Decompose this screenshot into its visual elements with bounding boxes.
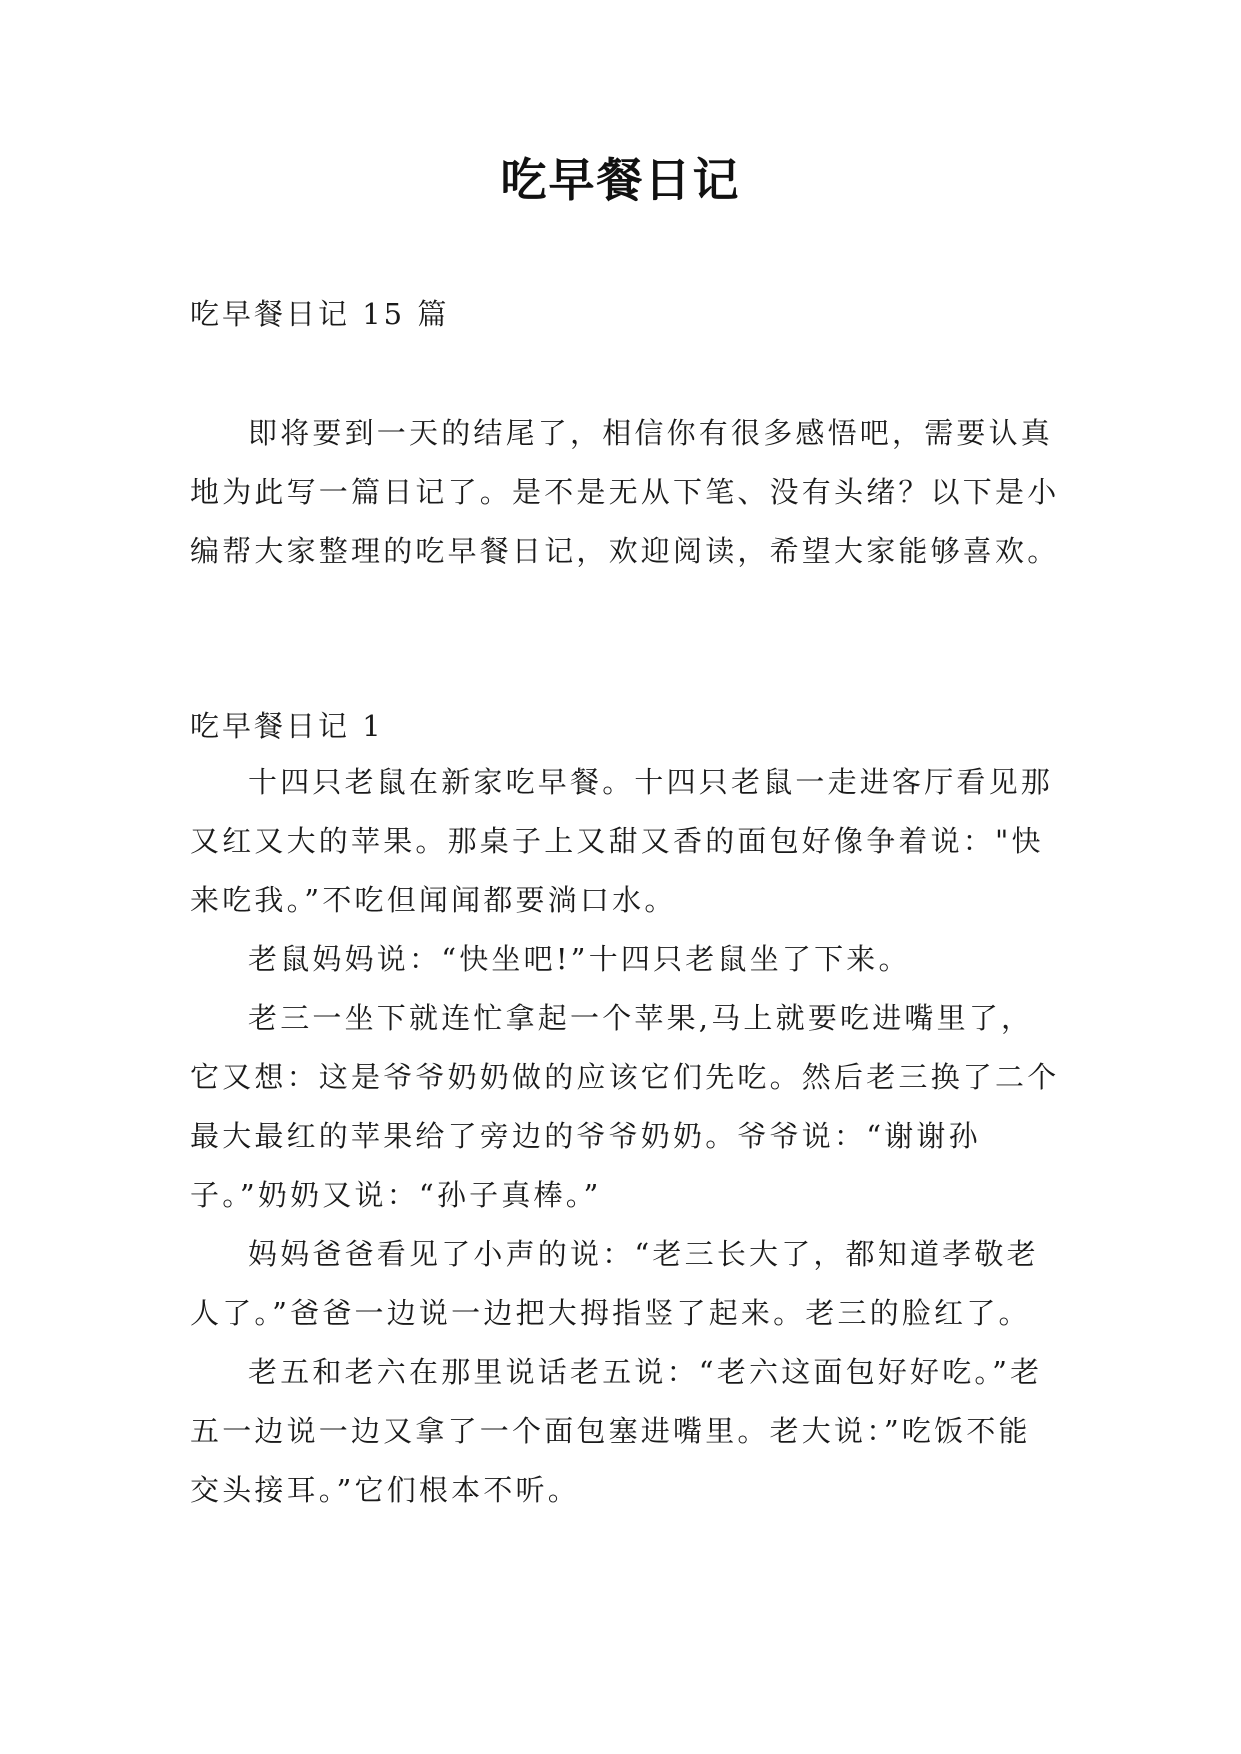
section-heading: 吃早餐日记 1 — [190, 709, 384, 743]
body-paragraph: 十四只老鼠在新家吃早餐。十四只老鼠一走进客厅看见那又红又大的苹果。那桌子上又甜又香的面包好像争着说："快来吃我。”不吃但闻闻都要淌口水。 — [190, 765, 1054, 917]
intro-paragraph: 即将要到一天的结尾了，相信你有很多感悟吧，需要认真地为此写一篇日记了。是不是无从下笔、没有头绪？以下是小编帮大家整理的吃早餐日记，欢迎阅读，希望大家能够喜欢。 — [190, 416, 1060, 568]
body-paragraph: 老五和老六在那里说话老五说：“老六这面包好好吃。”老五一边说一边又拿了一个面包塞进嘴里。老大说：”吃饭不能交头接耳。”它们根本不听。 — [190, 1355, 1043, 1507]
body-paragraph: 老三一坐下就连忙拿起一个苹果,马上就要吃进嘴里了，它又想：这是爷爷奶奶做的应该它们先吃。然后老三换了二个最大最红的苹果给了旁边的爷爷奶奶。爷爷说：“谢谢孙子。”奶奶又说：“孙子真棒。” — [190, 1001, 1060, 1212]
document-subtitle: 吃早餐日记 15 篇 — [190, 297, 450, 331]
document-title: 吃早餐日记 — [500, 153, 741, 207]
body-paragraph: 妈妈爸爸看见了小声的说：“老三长大了，都知道孝敬老人了。”爸爸一边说一边把大拇指竖了起来。老三的脸红了。 — [190, 1237, 1039, 1330]
diary-body — [190, 753, 1060, 1520]
body-paragraph: 老鼠妈妈说：“快坐吧!”十四只老鼠坐了下来。 — [248, 942, 911, 976]
